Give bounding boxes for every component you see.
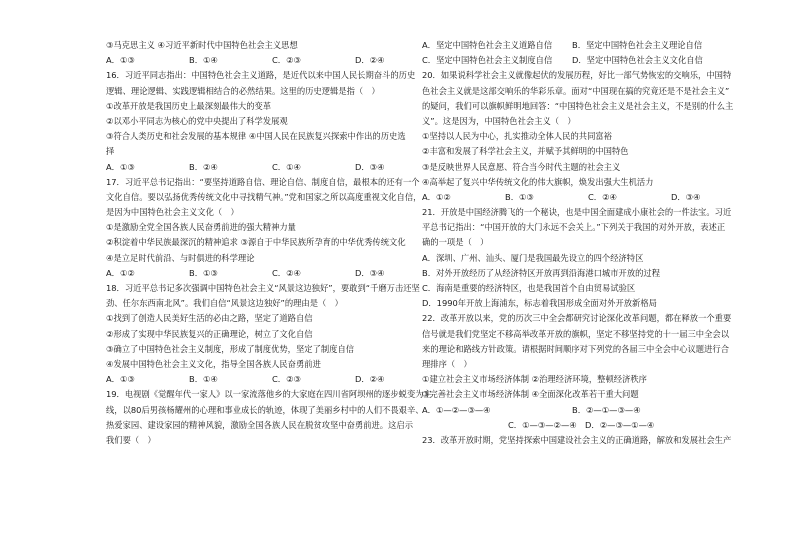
text-line: 义”。这是因为，中国特色社会主义（ ） (422, 115, 576, 126)
text-line: 线，以80后男孩杨耀州的心理和事业成长的轨迹，体现了美丽乡村中的人们不畏艰辛、 (106, 404, 424, 415)
answer-option: B．①③ (189, 267, 218, 278)
text-line: 18．习近平总书记多次强调中国特色社会主义“风景这边独好”，要敢到“千磨万击还坚 (106, 283, 420, 293)
text-line: ③马克思主义 ④习近平新时代中国特色社会主义思想 (106, 40, 298, 50)
text-line: ②以邓小平同志为核心的党中央提出了科学发展观 (106, 115, 288, 126)
text-line: 逻辑、理论逻辑、实践逻辑相结合的必然结果。这里的历史逻辑是指（ ） (106, 85, 380, 96)
text-line: 的疑问，我们可以旗帜鲜明地回答：“中国特色社会主义是社会主义，不是别的什么主 (422, 100, 734, 111)
text-line: C．①—③—②—④ D．②—③—①—④ (508, 419, 655, 430)
answer-options (106, 372, 440, 387)
answer-option: A．①③ (106, 161, 135, 172)
answer-option: C．②③ (272, 55, 301, 66)
answer-option: A．坚定中国特色社会主义道路自信 (422, 40, 553, 50)
text-line: 理排序（ ） (422, 358, 472, 369)
answer-options (422, 190, 756, 205)
text-line: 平总书记指出：“中国开放的大门永远不会关上。”下列关于我国的对外开放，表述正 (422, 222, 726, 233)
text-line: 择 (106, 146, 115, 157)
answer-options (422, 38, 756, 53)
answer-option: B．①④ (189, 374, 218, 385)
text-line: D．1990年开放上海浦东，标志着我国形成全面对外开放新格局 (422, 298, 657, 309)
text-line: ①是激励全党全国各族人民奋勇前进的强大精神力量 (106, 222, 296, 233)
answer-option: B．②④ (189, 161, 218, 172)
text-line: 劲、任尔东西南北风”。我们自信“风景这边独好”的理由是（ ） (106, 298, 343, 309)
text-line: 是因为中国特色社会主义文化（ ） (106, 207, 239, 218)
text-line: ①改革开放是我国历史上最深刻最伟大的变革 (106, 100, 272, 111)
answer-option: C．①④ (272, 161, 301, 172)
text-line: ②积淀着中华民族最深沉的精神追求 ③源自于中华民族所孕育的中华优秀传统文化 (106, 237, 406, 248)
text-line: ②形成了实现中华民族复兴的正确理论，树立了文化自信 (106, 328, 313, 339)
text-line: 19．电视剧《觉醒年代一家人》以一家流落他乡的大家庭在四川省阿坝州的逐步蜕变为主 (106, 389, 432, 400)
answer-option: B．坚定中国特色社会主义理论自信 (572, 40, 703, 50)
answer-option: C．②④ (588, 191, 617, 202)
answer-option: D．③④ (671, 191, 701, 202)
text-line: ④发展中国特色社会主义文化，指导全国各族人民奋勇前进 (106, 358, 321, 369)
answer-option: A．①—②—③—④ (422, 404, 491, 415)
text-line: ③符合人类历史和社会发展的基本规律 ④中国人民在民族复兴探索中作出的历史选 (106, 131, 406, 142)
text-line: 来的理论和路线方针政策。请根据时间顺序对下列党的各届三中全会中心议题进行合 (422, 343, 729, 354)
text-line: 23．改革开放时期，党坚持探索中国建设社会主义的正确道路，解放和发展社会生产 (422, 434, 732, 445)
answer-option: D．坚定中国特色社会主义文化自信 (572, 55, 703, 66)
text-line: 20．如果说科学社会主义就像起伏的发展历程，好比一部气势恢宏的交响乐，中国特 (422, 70, 732, 81)
answer-option: C．②④ (272, 267, 301, 278)
answer-options (422, 403, 756, 418)
text-line: 我们要（ ） (106, 434, 156, 445)
answer-options (422, 53, 756, 68)
answer-option: C．坚定中国特色社会主义制度自信 (422, 55, 553, 66)
answer-option: A．①③ (106, 374, 135, 385)
answer-option: D．②④ (355, 374, 385, 385)
answer-option: B．①③ (505, 191, 534, 202)
answer-options (106, 266, 440, 281)
text-line: 热爱家园、建设家园的精神风貌，激励全国各族人民在脱贫攻坚中奋勇前进。这启示 (106, 419, 413, 430)
text-line: 色社会主义就是这部交响乐的华彩乐章。面对“中国现在搞的究竟还是不是社会主义” (422, 85, 730, 96)
text-line: ③确立了中国特色社会主义制度，形成了制度优势，坚定了制度自信 (106, 343, 355, 354)
text-line: A．深圳、广州、汕头、厦门是我国最先设立的四个经济特区 (422, 252, 644, 263)
answer-option: D．②④ (355, 55, 385, 66)
answer-option: B．①④ (189, 55, 218, 66)
text-line: ②丰富和发展了科学社会主义，并赋予其鲜明的中国特色 (422, 146, 629, 157)
text-line: ③完善社会主义市场经济体制 ④全面深化改革若干重大问题 (422, 389, 639, 400)
answer-option: A．①② (422, 191, 451, 202)
text-line: ④是立足时代前沿、与时俱进的科学理论 (106, 252, 255, 263)
text-line: 16．习近平同志指出：中国特色社会主义道路，是近代以来中国人民长期奋斗的历史 (106, 70, 416, 81)
answer-option: B．②—①—③—④ (572, 404, 641, 415)
answer-option: C．②③ (272, 374, 301, 385)
answer-options (106, 53, 440, 68)
text-line: ③是反映世界人民意愿、符合当今时代主题的社会主义 (422, 161, 621, 172)
right-column (422, 38, 756, 448)
answer-option: A．①② (106, 267, 135, 278)
answer-options (106, 160, 440, 175)
text-line: 确的一项是（ ） (422, 237, 489, 248)
answer-option: D．③④ (355, 161, 385, 172)
text-line: C．海南是重要的经济特区，也是我国首个自由贸易试验区 (422, 283, 636, 293)
text-line: ①坚持以人民为中心，扎实推动全体人民的共同富裕 (422, 131, 612, 142)
text-line: ①建立社会主义市场经济体制 ②治理经济环境，整顿经济秩序 (422, 374, 647, 385)
text-line: 21．开放是中国经济腾飞的一个秘诀，也是中国全面建成小康社会的一件法宝。习近 (422, 207, 732, 218)
text-line: 信号就是我们党坚定不移高举改革开放的旗帜，坚定不移坚持党的十一届三中全会以 (422, 328, 729, 339)
answer-option: A．①③ (106, 55, 135, 66)
text-line: B．对外开放经历了从经济特区开放再到沿海港口城市开放的过程 (422, 267, 661, 278)
text-line: 17．习近平总书记指出：“要坚持道路自信、理论自信、制度自信，最根本的还有一个 (106, 176, 420, 187)
text-line: 文化自信。要以弘扬优秀传统文化中寻找精气神。”党和国家之所以高度重视文化自信， (106, 191, 422, 202)
text-line: ①找到了创造人民美好生活的必由之路，坚定了道路自信 (106, 313, 313, 324)
text-line: ④高举起了复兴中华传统文化的伟大旗帜，焕发出强大生机活力 (422, 176, 654, 187)
left-column (106, 38, 440, 448)
answer-option: D．③④ (355, 267, 385, 278)
text-line: 22．改革开放以来，党的历次三中全会都研究讨论深化改革问题，都在释放一个重要 (422, 313, 732, 324)
